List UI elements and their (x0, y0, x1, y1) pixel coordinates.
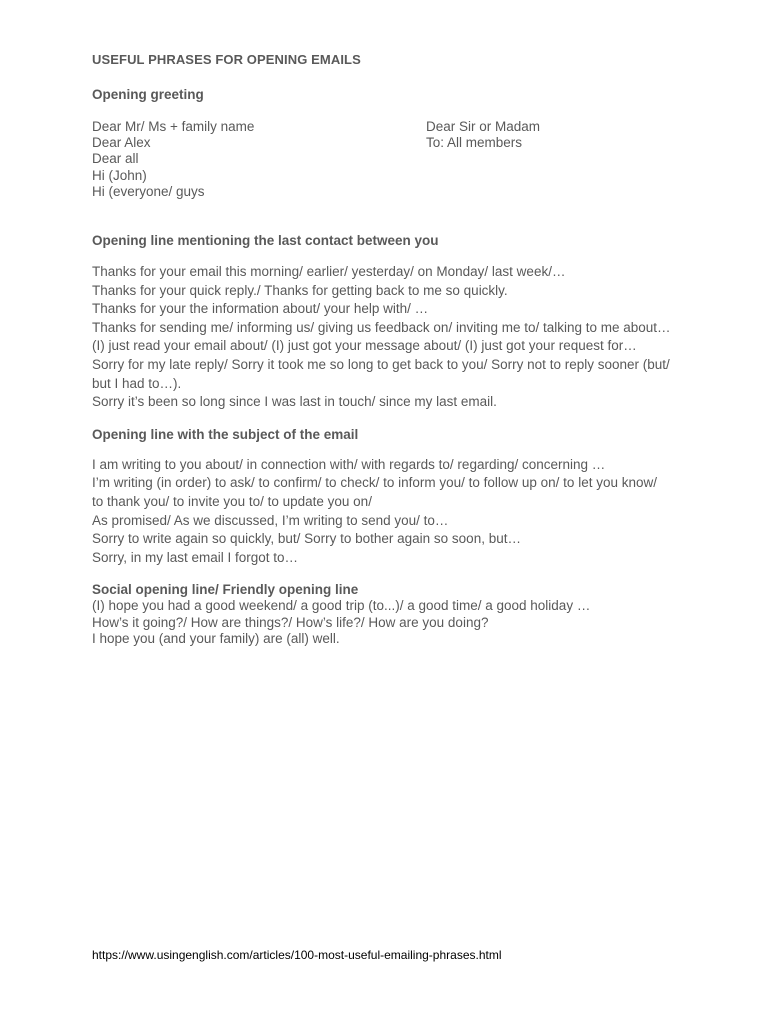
social-lines (92, 598, 722, 647)
document-title: USEFUL PHRASES FOR OPENING EMAILS (92, 52, 361, 67)
greeting-item: Dear Sir or Madam (426, 119, 541, 134)
greeting-item: To: All members (426, 135, 523, 151)
phrase-line: Thanks for your email this morning/ earlier/ yesterday/ on Monday/ last week/… (92, 264, 566, 279)
section-heading: Social opening line/ Friendly opening line (92, 582, 359, 598)
phrase-line: Sorry, in my last email I forgot to… (92, 549, 299, 565)
phrase-line: Sorry it’s been so long since I was last in touch/ since my last email. (92, 394, 497, 410)
phrase-line: Thanks for your quick reply./ Thanks for getting back to me so quickly. (92, 282, 508, 298)
section-subject (92, 426, 722, 568)
phrase-line: How’s it going?/ How are things?/ How’s life?/ How are you doing? (92, 614, 489, 630)
phrase-line: I hope you (and your family) are (all) well. (92, 630, 340, 646)
section-heading: Opening line with the subject of the email (92, 426, 359, 442)
phrase-line: (I) just read your email about/ (I) just got your message about/ (I) just got your request for… (92, 338, 637, 354)
section-social (92, 581, 722, 647)
document-page (92, 52, 722, 647)
phrase-line: but I had to…). (92, 375, 182, 391)
phrase-line: Thanks for your the information about/ your help with/ … (92, 301, 429, 317)
section-last-contact (92, 232, 722, 412)
greeting-item: Dear all (92, 151, 139, 167)
phrase-line: As promised/ As we discussed, I’m writing to send you/ to… (92, 512, 449, 528)
phrase-line: (I) hope you had a good weekend/ a good trip (to...)/ a good time/ a good holiday … (92, 598, 591, 614)
phrase-line: I am writing to you about/ in connection with/ with regards to/ regarding/ concerning … (92, 456, 606, 472)
section-heading: Opening greeting (92, 87, 204, 102)
subject-lines (92, 456, 722, 568)
phrase-line: Sorry for my late reply/ Sorry it took me so long to get back to you/ Sorry not to reply sooner (but/ (92, 356, 670, 372)
greeting-left-column (92, 119, 254, 200)
section-opening-greeting (92, 86, 722, 201)
section-heading: Opening line mentioning the last contact between you (92, 233, 439, 248)
greeting-item: Dear Mr/ Ms + family name (92, 119, 255, 134)
greeting-item: Hi (everyone/ guys (92, 183, 205, 199)
phrase-line: Sorry to write again so quickly, but/ Sorry to bother again so soon, but… (92, 531, 521, 547)
greeting-item: Hi (John) (92, 167, 147, 183)
source-url: https://www.usingenglish.com/articles/100-most-useful-emailing-phrases.html (92, 948, 502, 962)
greeting-item: Dear Alex (92, 135, 151, 151)
greeting-right-column (426, 119, 540, 151)
greeting-columns (92, 119, 722, 201)
phrase-line: Thanks for sending me/ informing us/ giving us feedback on/ inviting me to/ talking to me about… (92, 319, 671, 335)
last-contact-lines (92, 263, 722, 412)
phrase-line: to thank you/ to invite you to/ to update you on/ (92, 493, 372, 509)
phrase-line: I’m writing (in order) to ask/ to confirm/ to check/ to inform you/ to follow up on/ to let you know/ (92, 475, 657, 491)
